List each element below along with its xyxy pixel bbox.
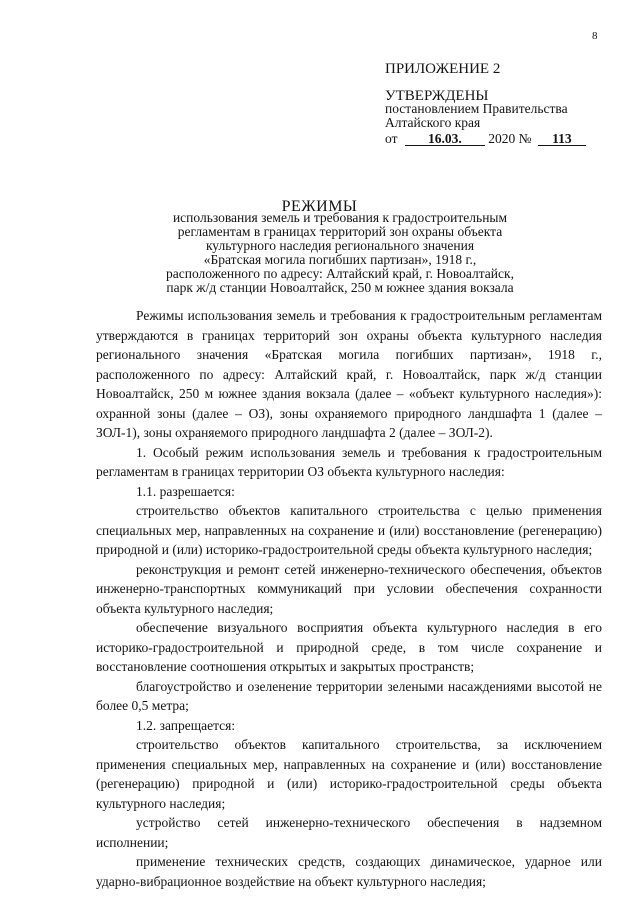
approved-by-line: постановлением Правительства: [385, 101, 568, 116]
approved-label: УТВЕРЖДЕНЫ: [385, 88, 489, 104]
subtitle-line: использования земель и требования к градостроительным: [172, 210, 508, 225]
subtitle-line: культурного наследия регионального значения: [205, 238, 475, 253]
subtitle-line: «Братская могила погибших партизан», 1918 г.,: [203, 252, 477, 267]
approved-by: [385, 102, 568, 130]
list-item: реконструкция и ремонт сетей инженерно-технического обеспечения, объектов инженерно-транспортных коммуникаций при условии обеспечения сохранности объекта культурного наследия;: [96, 561, 602, 616]
subsection-1-2-heading: 1.2. запрещается:: [136, 717, 236, 733]
resolution-date-line: [385, 131, 586, 147]
resolution-year: 2020 №: [488, 131, 532, 146]
page-number: 8: [592, 30, 598, 42]
document-subtitle: [130, 211, 550, 295]
list-item: устройство сетей инженерно-технического обеспечения в надземном исполнении;: [96, 815, 602, 850]
subtitle-line: регламентам в границах территорий зон охраны объекта: [177, 224, 503, 239]
resolution-number: 113: [538, 132, 586, 146]
subsection-1-1-heading: 1.1. разрешается:: [136, 483, 235, 499]
subtitle-line: расположенного по адресу: Алтайский край, г. Новоалтайск,: [166, 266, 514, 281]
approved-by-line: Алтайского края: [385, 115, 481, 130]
intro-paragraph: Режимы использования земель и требования к градостроительным регламентам утверждаются в границах территорий зон охраны объекта культурного наследия регионального значения «Братская могила погибших партизан», 1918 г., расположенного по адресу: Алтайский край, г. Новоалтайск, парк ж/д станции Новоалтайск, 250 м южнее здания вокзала (далее – «объект культурного наследия»): охранной зоны (далее – ОЗ), зоны охраняемого природного ландшафта 1 (далее – ЗОЛ-1), зоны охраняемого природного ландшафта 2 (далее – ЗОЛ-2).: [96, 308, 602, 440]
date-prefix: от: [385, 131, 398, 146]
list-item: строительство объектов капитального строительства с целью применения специальных мер, направленных на сохранение и (или) восстановление (регенерацию) природной и (или) историко-градостроительной среды объекта культурного наследия;: [96, 503, 602, 557]
appendix-label: ПРИЛОЖЕНИЕ 2: [385, 61, 501, 77]
resolution-date: 16.03.: [405, 132, 485, 146]
section-1-heading: 1. Особый режим использования земель и требования к градостроительным регламентам в границах территории ОЗ объекта культурного наследия:: [96, 444, 602, 479]
subtitle-line: парк ж/д станции Новоалтайск, 250 м южнее здания вокзала: [166, 280, 514, 295]
document-title: РЕЖИМЫ: [281, 198, 358, 215]
list-item: применение технических средств, создающих динамическое, ударное или ударно-вибрационное воздействие на объект культурного наследия;: [96, 854, 602, 889]
document-body: [96, 306, 602, 891]
list-item: строительство объектов капитального строительства, за исключением применения специальных мер, направленных на сохранение и (или) восстановление (регенерацию) природной и (или) историко-градостроительной среды объекта культурного наследия;: [96, 737, 602, 811]
list-item: обеспечение визуального восприятия объекта культурного наследия в его историко-градостроительной и природной среде, в том числе сохранение и восстановление соотношения открытых и закрытых пространств;: [96, 620, 602, 674]
list-item: благоустройство и озеленение территории зелеными насаждениями высотой не более 0,5 метра;: [96, 678, 602, 713]
